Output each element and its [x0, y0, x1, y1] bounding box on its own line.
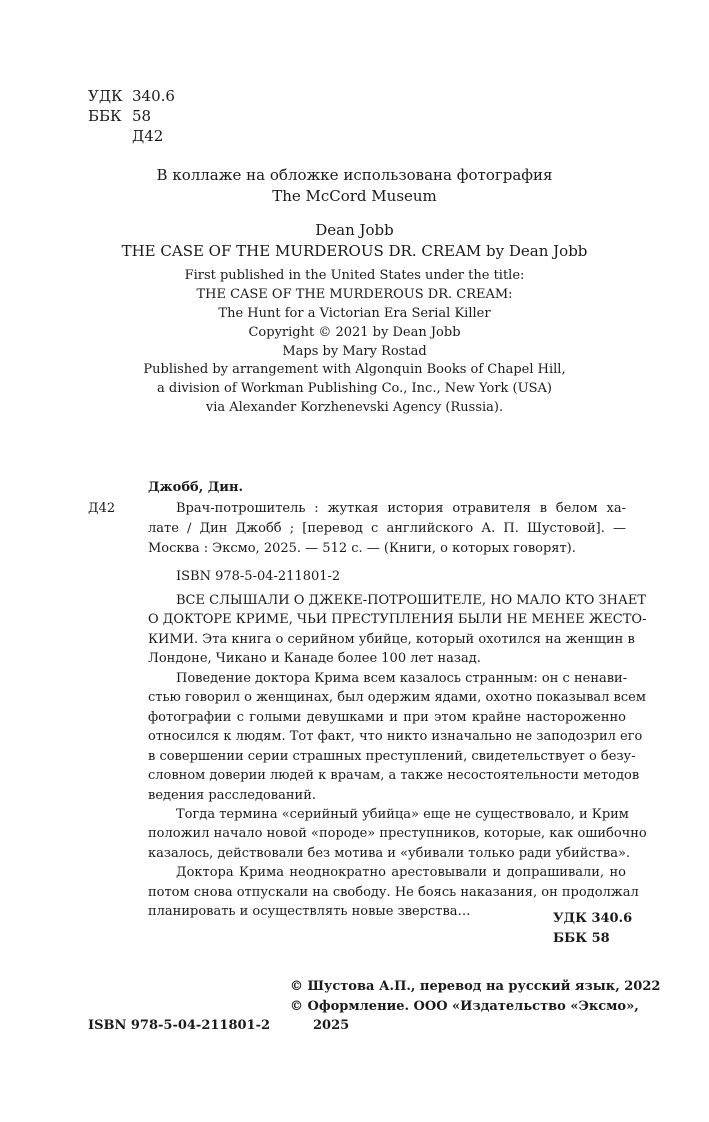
author-sign-top: Д42	[132, 127, 164, 145]
annotation-line: ВСЕ СЛЫШАЛИ О ДЖЕКЕ-ПОТРОШИТЕЛЕ, НО МАЛО КТО ЗНАЕТ	[176, 593, 646, 608]
copyright-design: © Оформление. ООО «Издательство «Эксмо»,	[290, 999, 639, 1014]
annotation-line: Поведение доктора Крима всем казалось странным: он с ненави-	[176, 671, 628, 686]
annotation-line: ведения расследований.	[148, 788, 316, 803]
rights-line: THE CASE OF THE MURDEROUS DR. CREAM:	[196, 287, 513, 302]
udk-row	[88, 86, 175, 106]
annotation-line: относился к людям. Тот факт, что никто изначально не заподозрил его	[148, 729, 643, 744]
rights-line: a division of Workman Publishing Co., Inc., New York (USA)	[157, 381, 552, 396]
annotation-line: КИМИ. Эта книга о серийном убийце, который охотился на женщин в	[148, 632, 635, 647]
bbk-row	[88, 106, 151, 126]
isbn-bottom: ISBN 978-5-04-211801-2	[88, 1018, 271, 1033]
annotation-line: казалось, действовали без мотива и «убивали только ради убийства».	[148, 846, 631, 861]
original-author: Dean Jobb	[315, 221, 394, 239]
annotation-line: планировать и осуществлять новые зверства…	[148, 904, 471, 919]
rights-line: Copyright © 2021 by Dean Jobb	[248, 325, 461, 340]
annotation-line: положил начало новой «породе» преступников, которые, как ошибочно	[148, 826, 647, 841]
annotation-line: словном доверии людей к врачам, а также несостоятельности методов	[148, 768, 640, 783]
copyright-translation: © Шустова А.П., перевод на русский язык, 2022	[290, 979, 661, 994]
card-author-heading: Джобб, Дин.	[148, 480, 243, 495]
annotation-line: О ДОКТОРЕ КРИМЕ, ЧЬИ ПРЕСТУПЛЕНИЯ БЫЛИ НЕ МЕНЕЕ ЖЕСТО-	[148, 612, 647, 627]
rights-line: First published in the United States under the title:	[184, 268, 525, 283]
annotation-line: стью говорил о женщинах, был одержим ядами, охотно показывал всем	[148, 690, 646, 705]
annotation-line: Тогда термина «серийный убийца» еще не существовало, и Крим	[176, 807, 629, 822]
card-description-line: Москва : Эксмо, 2025. — 512 с. — (Книги, о которых говорят).	[148, 541, 576, 556]
rights-line: Maps by Mary Rostad	[282, 344, 427, 359]
annotation-line: фотографии с голыми девушками и при этом крайне настороженно	[148, 710, 626, 725]
udk-label: УДК	[88, 87, 123, 105]
cover-credit-line-2: The McCord Museum	[272, 187, 437, 205]
cover-credit-line-1: В коллаже на обложке использована фотография	[156, 166, 553, 184]
udk-bottom: УДК 340.6	[553, 911, 633, 926]
udk-value: 340.6	[132, 87, 175, 105]
rights-line: via Alexander Korzhenevski Agency (Russia).	[205, 400, 504, 415]
annotation-line: потом снова отпускали на свободу. Не боясь наказания, он продолжал	[148, 885, 639, 900]
card-description-line: Врач-потрошитель : жуткая история отравителя в белом ха-	[176, 501, 626, 516]
card-description-line: лате / Дин Джобб ; [перевод с английского А. П. Шустовой]. —	[148, 521, 626, 536]
card-sign: Д42	[88, 501, 116, 516]
annotation-line: в совершении серии страшных преступлений, свидетельствует о безу-	[148, 749, 636, 764]
card-isbn: ISBN 978-5-04-211801-2	[176, 569, 341, 584]
annotation-line: Доктора Крима неоднократно арестовывали и допрашивали, но	[176, 865, 626, 880]
bbk-bottom: ББК 58	[553, 931, 610, 946]
bbk-label: ББК	[88, 107, 122, 125]
rights-line: Published by arrangement with Algonquin Books of Chapel Hill,	[143, 362, 566, 377]
rights-line: The Hunt for a Victorian Era Serial Killer	[218, 306, 491, 321]
bbk-value: 58	[132, 107, 152, 125]
annotation-line: Лондоне, Чикано и Канаде более 100 лет назад.	[148, 651, 481, 666]
original-title: THE CASE OF THE MURDEROUS DR. CREAM by Dean Jobb	[121, 242, 588, 260]
copyright-design-year: 2025	[313, 1018, 350, 1033]
